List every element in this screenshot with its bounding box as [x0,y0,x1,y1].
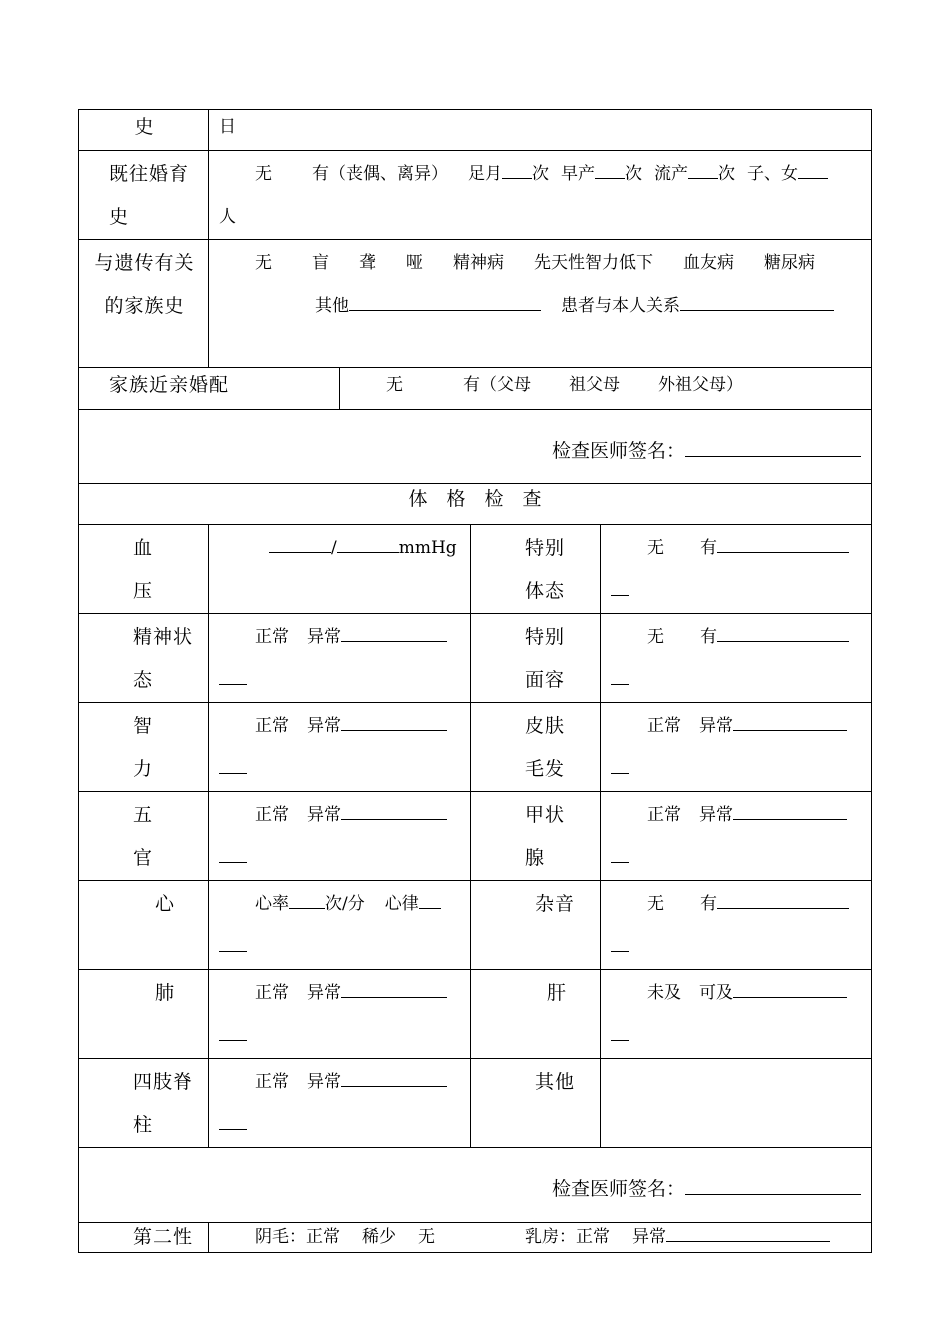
skin-blank[interactable] [733,714,847,731]
pubic-normal[interactable]: 阴毛：正常 [255,1227,340,1247]
liver-field[interactable] [601,970,872,1059]
relation-blank[interactable] [680,294,834,311]
lung-normal[interactable]: 正常 [255,983,289,1003]
skin-normal[interactable]: 正常 [647,716,681,736]
senses-normal[interactable]: 正常 [255,805,289,825]
mental-field[interactable] [209,614,471,703]
thyroid-field[interactable] [601,792,872,881]
bp-field[interactable] [209,525,471,614]
signature-label: 检查医师签名： [551,440,685,462]
slash: / [331,538,337,558]
other-label: 其他 [315,296,349,316]
limbs-blank[interactable] [341,1070,447,1087]
breast-abnormal[interactable]: 异常 [632,1227,666,1247]
skin-blank-2[interactable] [611,757,629,774]
exam-form [78,109,871,1253]
posture-label: 特别体态 [471,525,601,614]
heart-field[interactable] [209,881,471,970]
cons-grandparents[interactable]: 祖父母 [569,375,620,395]
heart-rate-blank[interactable] [289,892,325,909]
preterm-label: 早产 [561,164,595,184]
face-no[interactable]: 无 [647,627,664,647]
opt-deaf[interactable]: 聋 [359,253,376,273]
marriage-no[interactable]: 无 [255,164,272,184]
murmur-blank[interactable] [717,892,849,909]
intel-abnormal[interactable]: 异常 [307,716,341,736]
mental-normal[interactable]: 正常 [255,627,289,647]
cons-maternal[interactable]: 外祖父母） [658,375,743,395]
children-blank[interactable] [798,162,828,179]
posture-blank[interactable] [717,536,849,553]
thyroid-blank-2[interactable] [611,846,629,863]
term-blank[interactable] [502,162,532,179]
limbs-label: 四肢脊柱 [79,1059,209,1148]
thyroid-blank[interactable] [733,803,847,820]
face-has[interactable]: 有 [700,627,717,647]
opt-no[interactable]: 无 [255,253,272,273]
breast-blank[interactable] [666,1225,830,1242]
opt-mute[interactable]: 哑 [406,253,423,273]
thyroid-normal[interactable]: 正常 [647,805,681,825]
signature-label: 检查医师签名： [551,1178,685,1200]
lung-field[interactable] [209,970,471,1059]
mental-blank[interactable] [341,625,447,642]
pubic-sparse[interactable]: 稀少 [362,1227,396,1247]
other-field[interactable] [601,1059,872,1148]
posture-blank-2[interactable] [611,579,629,596]
bp-label: 血压 [79,525,209,614]
murmur-no[interactable]: 无 [647,894,664,914]
liver-label: 肝 [471,970,601,1059]
intel-label: 智力 [79,703,209,792]
cons-has[interactable]: 有（父母 [463,375,531,395]
heart-label: 心 [79,881,209,970]
senses-blank[interactable] [341,803,447,820]
other-label: 其他 [471,1059,601,1148]
signature-row-2 [79,1148,872,1223]
liver-blank[interactable] [733,981,847,998]
skin-field[interactable] [601,703,872,792]
lung-label: 肺 [79,970,209,1059]
murmur-field[interactable] [601,881,872,970]
marriage-field[interactable] [209,151,872,240]
children-label: 子、女 [747,164,798,184]
intel-field[interactable] [209,703,471,792]
face-field[interactable] [601,614,872,703]
posture-no[interactable]: 无 [647,538,664,558]
posture-has[interactable]: 有 [700,538,717,558]
form-table [78,109,872,1253]
lung-blank[interactable] [341,981,447,998]
senses-abnormal[interactable]: 异常 [307,805,341,825]
term-label: 足月 [468,164,502,184]
heart-rhythm-blank[interactable] [419,892,441,909]
face-label: 特别面容 [471,614,601,703]
heart-rhythm-label: 心律 [384,894,419,914]
heart-rate-unit: 次/分 [325,894,365,914]
senses-blank-2[interactable] [219,846,247,863]
mental-label: 精神状态 [79,614,209,703]
murmur-blank-2[interactable] [611,935,629,952]
history-value: 日 [209,110,872,151]
face-blank-2[interactable] [611,668,629,685]
relation-label: 患者与本人关系 [561,296,680,316]
family-genetic-field[interactable] [209,240,872,368]
preterm-blank[interactable] [595,162,625,179]
abortion-label: 流产 [654,164,688,184]
lung-blank-2[interactable] [219,1024,247,1041]
thyroid-label: 甲状腺 [471,792,601,881]
breast-normal[interactable]: 乳房：正常 [525,1227,610,1247]
senses-label: 五官 [79,792,209,881]
skin-label: 皮肤毛发 [471,703,601,792]
consanguinity-label [79,368,340,410]
thyroid-abnormal[interactable]: 异常 [699,805,733,825]
intel-normal[interactable]: 正常 [255,716,289,736]
bp-unit: mmHg [398,538,457,558]
liver-blank-2[interactable] [611,1024,629,1041]
posture-field[interactable] [601,525,872,614]
face-blank[interactable] [717,625,849,642]
mental-blank-2[interactable] [219,668,247,685]
exam-title: 体 格 检 查 [79,484,872,525]
liver-palp[interactable]: 可及 [699,983,733,1003]
family-genetic-label: 与遗传有关的家族史 [79,240,209,368]
mental-abnormal[interactable]: 异常 [307,627,341,647]
intel-blank[interactable] [341,714,447,731]
opt-diabetes[interactable]: 糖尿病 [764,253,815,273]
times-label: 次 [625,164,642,184]
secondary-field[interactable] [209,1223,872,1253]
limbs-abnormal[interactable]: 异常 [307,1072,341,1092]
pubic-none[interactable]: 无 [418,1227,435,1247]
lung-abnormal[interactable]: 异常 [307,983,341,1003]
abortion-blank[interactable] [688,162,718,179]
intel-blank-2[interactable] [219,757,247,774]
signature-blank[interactable] [685,438,861,457]
limbs-field[interactable] [209,1059,471,1148]
heart-rhythm-blank-2[interactable] [219,935,247,952]
opt-mental[interactable]: 精神病 [453,253,504,273]
consanguinity-text: 家族近亲婚配 [109,374,230,396]
murmur-has[interactable]: 有 [700,894,717,914]
senses-field[interactable] [209,792,471,881]
opt-blind[interactable]: 盲 [312,253,329,273]
skin-abnormal[interactable]: 异常 [699,716,733,736]
person-label: 人 [219,207,236,227]
times-label: 次 [532,164,549,184]
limbs-blank-2[interactable] [219,1113,247,1130]
marriage-has[interactable]: 有（丧偶、离异） [312,164,448,184]
consanguinity-field[interactable] [340,368,872,410]
secondary-label: 第二性 [79,1223,209,1253]
times-label: 次 [718,164,735,184]
systolic-blank[interactable] [269,536,331,553]
signature-blank[interactable] [685,1176,861,1195]
opt-congenital[interactable]: 先天性智力低下 [534,253,653,273]
limbs-normal[interactable]: 正常 [255,1072,289,1092]
history-label: 史 [79,110,209,151]
diastolic-blank[interactable] [337,536,399,553]
other-blank[interactable] [349,294,541,311]
cons-no[interactable]: 无 [386,375,403,395]
heart-rate-label: 心率 [255,894,289,914]
marriage-label: 既往婚育史 [79,151,209,240]
opt-hemophilia[interactable]: 血友病 [683,253,734,273]
liver-not[interactable]: 未及 [647,983,681,1003]
murmur-label: 杂音 [471,881,601,970]
signature-row-1 [79,410,872,484]
